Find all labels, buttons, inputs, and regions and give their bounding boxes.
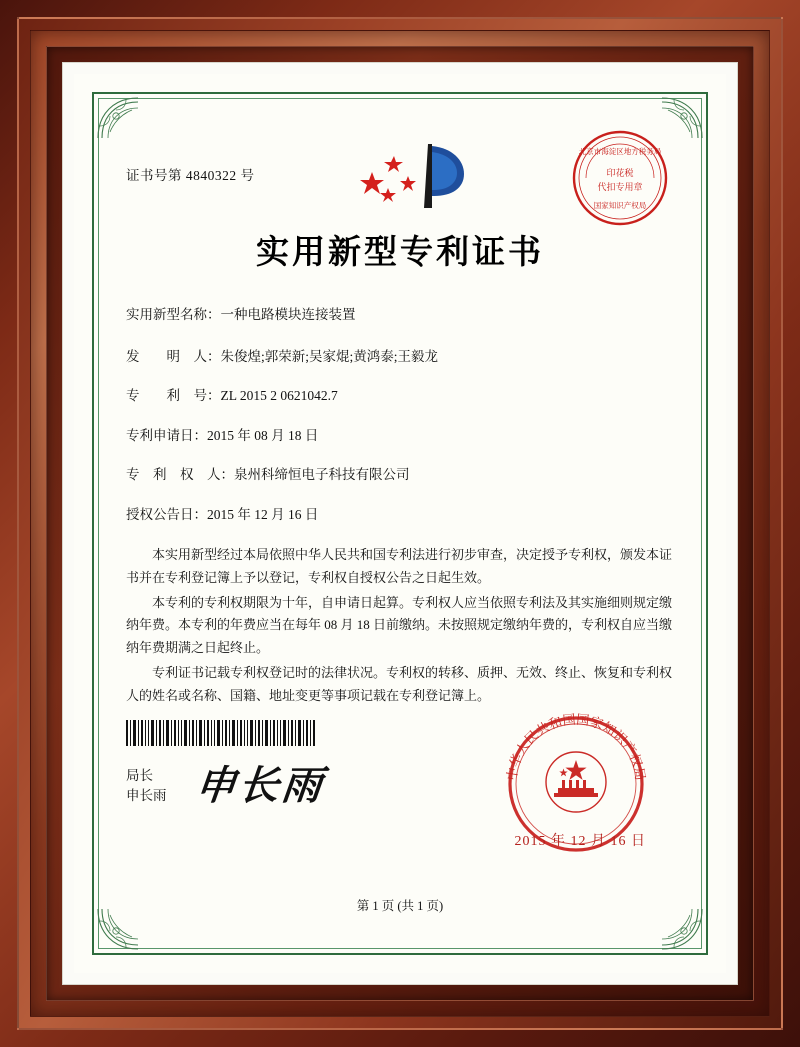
field-label: 专利申请日： (126, 427, 207, 443)
signature-role: 局长 (126, 768, 153, 783)
field-label: 实用新型名称： (126, 307, 221, 322)
paragraph: 专利证书记载专利权登记时的法律状况。专利权的转移、质押、无效、终止、恢复和专利权人的姓名或名称、国籍、地址变更等事项记载在专利登记簿上。 (126, 664, 673, 703)
certificate-content (118, 114, 682, 934)
field-row (126, 464, 674, 486)
field-value: 一种电路模块连接装置 (220, 307, 356, 322)
signature-name: 申长雨 (126, 788, 167, 804)
tax-stamp-seal (566, 124, 674, 232)
cnipa-logo-icon (348, 136, 488, 216)
svg-text:中华人民共和国国家知识产权局: 中华人民共和国国家知识产权局 (504, 712, 648, 782)
field-row (126, 304, 674, 326)
field-row (126, 425, 674, 447)
field-label: 发 明 人： (126, 348, 221, 364)
handwritten-signature: 申长雨 (193, 762, 328, 809)
field-row (126, 385, 674, 407)
field-list (126, 304, 674, 544)
field-value: ZL 2015 2 0621042.7 (220, 388, 338, 404)
signature-block (126, 766, 167, 807)
field-row (126, 346, 674, 368)
paragraph: 本实用新型经过本局依照中华人民共和国专利法进行初步审查，决定授予专利权，颁发本证书并在专利登记簿上予以登记，专利权自授权公告之日起生效。 (126, 547, 673, 585)
svg-text:国家知识产权局: 国家知识产权局 (593, 201, 647, 210)
field-value: 朱俊煌;郭荣新;吴家焜;黄鸿泰;王毅龙 (220, 348, 439, 364)
certificate-number: 证书号第 4840322 号 (126, 168, 255, 183)
body-text (126, 544, 672, 709)
field-row (126, 504, 674, 526)
field-value: 泉州科缔恒电子科技有限公司 (234, 467, 410, 483)
field-value: 2015 年 12 月 16 日 (207, 506, 319, 522)
paragraph: 本专利的专利权期限为十年，自申请日起算。专利权人应当依照专利法及其实施细则规定缴纳年费。本专利的年费应当在每年 08 月 18 日前缴纳。未按照规定缴纳年费的，专利权自应当缴纳年费期满之日起终止。 (126, 594, 673, 655)
certificate-paper (74, 74, 726, 973)
seal-date: 2015 年 12 月 16 日 (514, 834, 646, 849)
svg-text:印花税: 印花税 (606, 169, 634, 179)
page-title: 实用新型专利证书 (256, 232, 544, 271)
field-label: 专 利 号： (126, 388, 221, 404)
svg-text:北京市海淀区地方税务局: 北京市海淀区地方税务局 (578, 147, 662, 156)
field-label: 授权公告日： (126, 506, 207, 522)
page-footer: 第 1 页 (共 1 页) (356, 899, 444, 913)
field-label: 专 利 权 人： (126, 467, 234, 483)
barcode (126, 720, 316, 746)
svg-text:代扣专用章: 代扣专用章 (597, 183, 643, 193)
field-value: 2015 年 08 月 18 日 (207, 427, 319, 443)
